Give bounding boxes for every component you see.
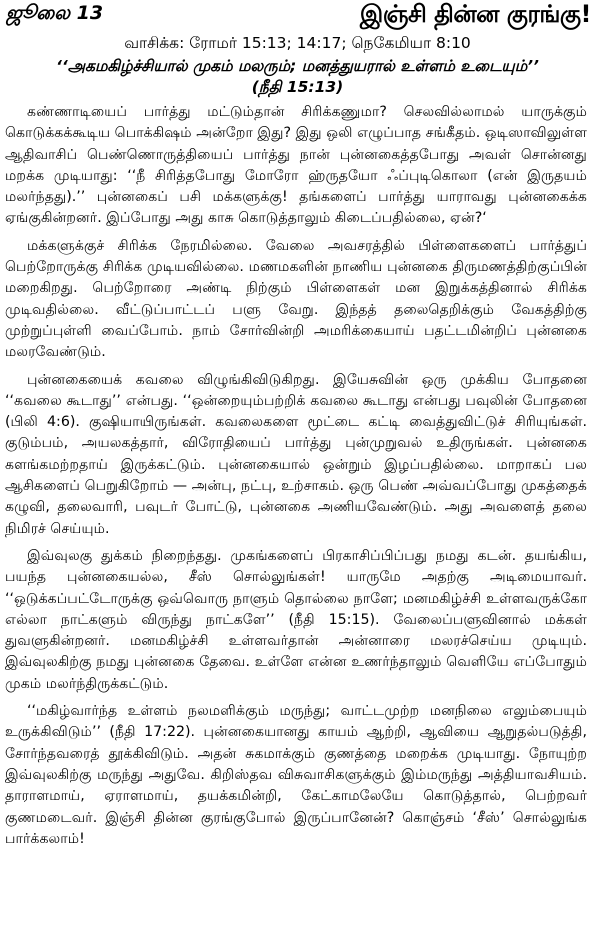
paragraph: மக்களுக்குச் சிரிக்க நேரமில்லை. வேலை அவசரத்தில் பிள்ளைகளைப் பார்த்துப் பெற்றோருக்கு சிரிக்க முடியவில்லை. மணமகளின் நாணிய புன்னகை திருமணத்திற்குப்பின் மறைகிறது. பெற்றோரை அண்டி நிற்கும் பிள்ளைகள் மன இறுக்கத்தினால் சிரிக்க முடிவதில்லை. வீட்டுப்பாட்டப் பளு வேறு. இந்தத் தலைதெறிக்கும் வேகத்திற்கு முற்றுப்புள்ளி வைப்போம். நாம் சோர்வின்றி அமரிக்கையாய் பதட்டமின்றிப் புன்னகை மலரவேண்டும்.	[5, 237, 587, 361]
page-date: ஜூலை 13	[6, 2, 104, 24]
paragraph: புன்னகையைக் கவலை விழுங்கிவிடுகிறது. இயேசுவின் ஒரு முக்கிய போதனை ‘‘கவலை கூடாது’’ என்பது. ‘‘ஒன்றையும்பற்றிக் கவலை கூடாது என்பது பவுலின் போதனை (பிலி 4:6). குஷியாயிருங்கள். கவலைகளை மூட்டை கட்டி வைத்துவிட்டுச் சிரியுங்கள். குடும்பம், அயலகத்தார், விரோதியைப் பார்த்து புன்முறுவல் உதிருங்கள். புன்னகை களங்கமற்றதாய் இருக்கட்டும். புன்னகையால் ஒன்றும் இழப்பதில்லை. மாறாகப் பல ஆசிகளைப் பெறுகிறோம் — அன்பு, நட்பு, உற்சாகம். ஒரு பெண் அவ்வப்போது முகத்தைக் கழுவி, தலைவாரி, பவுடர் போட்டு, புன்னகை அணியவேண்டும். அது அவளைத் தலை நிமிரச் செய்யும்.	[5, 371, 587, 537]
key-verse-reference: (நீதி 15:13)	[251, 78, 344, 96]
key-verse-text: ‘‘அகமகிழ்ச்சியால் முகம் மலரும்; மனத்துயரால் உள்ளம் உடையும்’’	[56, 57, 539, 75]
paragraph: ‘‘மகிழ்வார்ந்த உள்ளம் நலமளிக்கும் மருந்து; வாட்டமுற்ற மனநிலை எலும்பையும் உருக்கிவிடும்’’ (நீதி 17:22). புன்னகையானது காயம் ஆற்றி, ஆவியை ஆறுதல்படுத்தி, சோர்ந்தவரைத் தூக்கிவிடும். அதன் சுகமாக்கும் குணத்தை மறைக்க முடியாது. நோயுற்ற இவ்வுலகிற்கு மருந்து அதுவே. கிறிஸ்தவ விசுவாசிகளுக்கும் இம்மருந்து அத்தியாவசியம். தாராளமாய், ஏராளமாய், தயக்கமின்றி, கேட்காமலேயே கொடுத்தால், பெற்றவர் குணமடைவர். இஞ்சி தின்ன குரங்குபோல் இருப்பானேன்? கொஞ்சம் ‘சீஸ்’ சொல்லுங்க பார்க்கலாம்!	[5, 703, 587, 847]
key-verse	[0, 56, 595, 98]
paragraph: கண்ணாடியைப் பார்த்து மட்டும்தான் சிரிக்கணுமா? செலவில்லாமல் யாருக்கும் கொடுக்கக்கூடிய பொக்கிஷம் அன்றோ இது? இது ஒலி எழுப்பாத சங்கீதம். ஒடிஸாவிலுள்ள ஆதிவாசிப் பெண்ணொருத்தியைப் பார்த்து நான் புன்னகைத்தபோது அவள் சொன்னது மறக்க முடியாது: ‘‘நீ சிரித்தபோது மோரோ ஹ்ருதயோ ஃப்புடிகொலா (என் இருதயம் மலர்ந்தது).’’ புன்னகைப் பசி மக்களுக்கு! தங்களைப் பார்த்து யாராவது புன்னகைக்க ஏங்குகின்றனர். இப்போது அது காசு கொடுத்தாலும் கிடைப்பதில்லை, ஏன்?‘	[5, 104, 587, 227]
paragraph: இவ்வுலகு துக்கம் நிறைந்தது. முகங்களைப் பிரகாசிப்பிப்பது நமது கடன். தயங்கிய, பயந்த புன்னகையல்ல, சீஸ் சொல்லுங்கள்! யாருமே அதற்கு அடிமையாவர். ‘‘ஒடுக்கப்பட்டோருக்கு ஒவ்வொரு நாளும் தொல்லை நாளே; மனமகிழ்ச்சி உள்ளவருக்கோ எல்லா நாட்களும் விருந்து நாட்களே’’ (நீதி 15:15). வேலைப்பளுவினால் மக்கள் துவளுகின்றனர். மனமகிழ்ச்சி உள்ளவர்தான் அன்னாரை மலரச்செய்ய முடியும். இவ்வுலகிற்கு நமது புன்னகை தேவை. உள்ளே என்ன உணர்ந்தாலும் வெளியே எப்போதும் முகம் மலர்ந்திருக்கட்டும்.	[5, 547, 587, 692]
page-header	[0, 0, 595, 36]
article-body	[0, 102, 595, 850]
scripture-reading: வாசிக்க: ரோமர் 15:13; 14:17; நெகேமியா 8:10	[124, 34, 471, 52]
page-title: இஞ்சி தின்ன குரங்கு!	[359, 0, 591, 28]
